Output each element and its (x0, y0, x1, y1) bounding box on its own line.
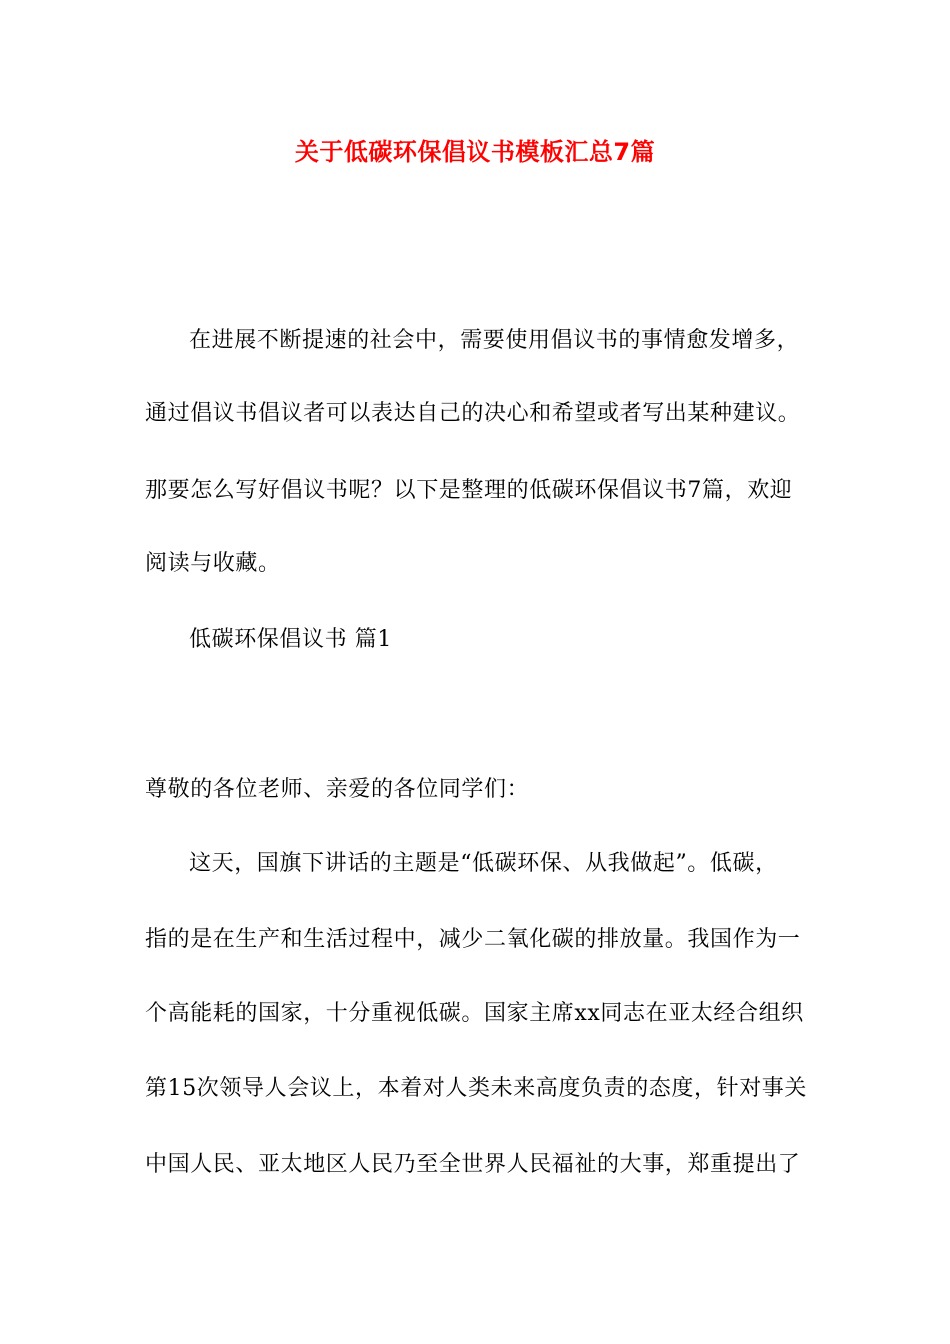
paragraph-line: 指的是在生产和生活过程中，减少二氧化碳的排放量。我国作为一 (145, 927, 801, 952)
paragraph-line: 那要怎么写好倡议书呢？以下是整理的低碳环保倡议书7篇，欢迎 (145, 478, 793, 503)
document-title: 关于低碳环保倡议书模板汇总7篇 (294, 138, 656, 166)
salutation-line: 尊敬的各位老师、亲爱的各位同学们： (145, 777, 530, 802)
paragraph-line: 在进展不断提速的社会中，需要使用倡议书的事情愈发增多， (189, 328, 800, 353)
paragraph-line: 第15次领导人会议上，本着对人类未来高度负责的态度，针对事关 (145, 1076, 807, 1101)
paragraph-line: 中国人民、亚太地区人民乃至全世界人民福祉的大事，郑重提出了 (145, 1152, 801, 1177)
paragraph-line: 这天，国旗下讲话的主题是“低碳环保、从我做起”。低碳， (189, 851, 778, 876)
paragraph-line: 个高能耗的国家，十分重视低碳。国家主席xx同志在亚太经合组织 (145, 1001, 804, 1026)
paragraph-line: 通过倡议书倡议者可以表达自己的决心和希望或者写出某种建议。 (145, 401, 801, 426)
paragraph-line: 阅读与收藏。 (145, 551, 281, 576)
section-heading: 低碳环保倡议书 篇1 (189, 627, 392, 652)
